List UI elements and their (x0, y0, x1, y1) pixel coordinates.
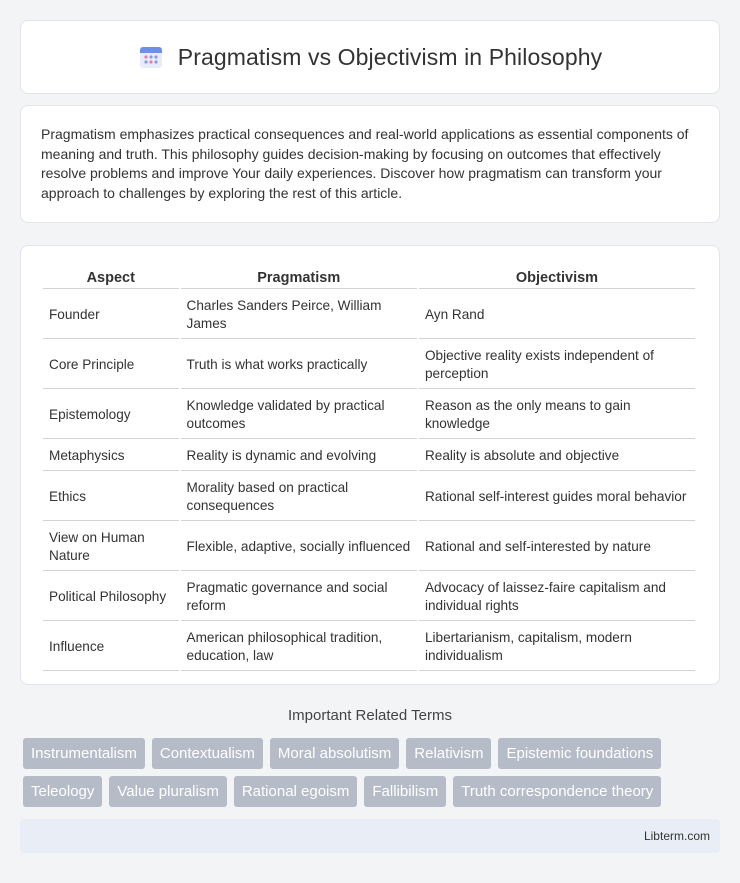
header-card (20, 20, 720, 94)
cell-objectivism: Ayn Rand (419, 291, 695, 339)
intro-card (20, 105, 720, 223)
cell-pragmatism: Reality is dynamic and evolving (181, 441, 417, 471)
cell-aspect: View on Human Nature (43, 523, 179, 571)
table-row (43, 391, 695, 439)
tag-truth-correspondence-theory[interactable]: Truth correspondence theory (453, 776, 661, 807)
page-title: Pragmatism vs Objectivism in Philosophy (177, 43, 603, 70)
table-row (43, 573, 695, 621)
intro-text: Pragmatism emphasizes practical consequences and real-world applications as essential components of meaning and truth. This philosophy guides decision-making by focusing on outcomes that effectively resolve problems and improve Your daily experiences. Discover how pragmatism can transform your approach to challenges by exploring the rest of this article. (41, 126, 689, 201)
cell-aspect: Ethics (43, 473, 179, 521)
cell-pragmatism: Charles Sanders Peirce, William James (181, 291, 417, 339)
cell-pragmatism: Knowledge validated by practical outcomes (181, 391, 417, 439)
cell-pragmatism: Morality based on practical consequences (181, 473, 417, 521)
cell-pragmatism: Pragmatic governance and social reform (181, 573, 417, 621)
cell-objectivism: Reason as the only means to gain knowledge (419, 391, 695, 439)
header-pragmatism: Pragmatism (181, 266, 417, 289)
cell-pragmatism: American philosophical tradition, education, law (181, 623, 417, 671)
calendar-icon (138, 44, 164, 70)
related-terms-title: Important Related Terms (288, 707, 452, 724)
cell-objectivism: Objective reality exists independent of perception (419, 341, 695, 389)
tag-teleology[interactable]: Teleology (23, 776, 102, 807)
table-row (43, 341, 695, 389)
title-wrap (138, 44, 602, 71)
header-objectivism: Objectivism (419, 266, 695, 289)
cell-objectivism: Advocacy of laissez-faire capitalism and individual rights (419, 573, 695, 621)
header-aspect: Aspect (43, 266, 179, 289)
comparison-table (41, 264, 697, 673)
table-row (43, 291, 695, 339)
table-row (43, 623, 695, 671)
tag-value-pluralism[interactable]: Value pluralism (109, 776, 226, 807)
table-row (43, 441, 695, 471)
cell-aspect: Core Principle (43, 341, 179, 389)
cell-objectivism: Rational and self-interested by nature (419, 523, 695, 571)
table-row (43, 473, 695, 521)
cell-aspect: Epistemology (43, 391, 179, 439)
tag-moral-absolutism[interactable]: Moral absolutism (270, 738, 399, 769)
cell-aspect: Founder (43, 291, 179, 339)
cell-objectivism: Rational self-interest guides moral behavior (419, 473, 695, 521)
tag-instrumentalism[interactable]: Instrumentalism (23, 738, 145, 769)
tag-epistemic-foundations[interactable]: Epistemic foundations (498, 738, 661, 769)
footer-site-link[interactable]: Libterm.com (643, 829, 710, 843)
cell-aspect: Metaphysics (43, 441, 179, 471)
footer (20, 819, 720, 853)
related-terms-tags (23, 738, 723, 807)
cell-objectivism: Reality is absolute and objective (419, 441, 695, 471)
cell-pragmatism: Truth is what works practically (181, 341, 417, 389)
tag-rational-egoism[interactable]: Rational egoism (234, 776, 358, 807)
cell-pragmatism: Flexible, adaptive, socially influenced (181, 523, 417, 571)
comparison-card (20, 245, 720, 685)
tag-relativism[interactable]: Relativism (406, 738, 491, 769)
tag-fallibilism[interactable]: Fallibilism (364, 776, 446, 807)
cell-aspect: Influence (43, 623, 179, 671)
table-header-row (43, 266, 695, 289)
tag-contextualism[interactable]: Contextualism (152, 738, 263, 769)
cell-aspect: Political Philosophy (43, 573, 179, 621)
cell-objectivism: Libertarianism, capitalism, modern individualism (419, 623, 695, 671)
table-row (43, 523, 695, 571)
